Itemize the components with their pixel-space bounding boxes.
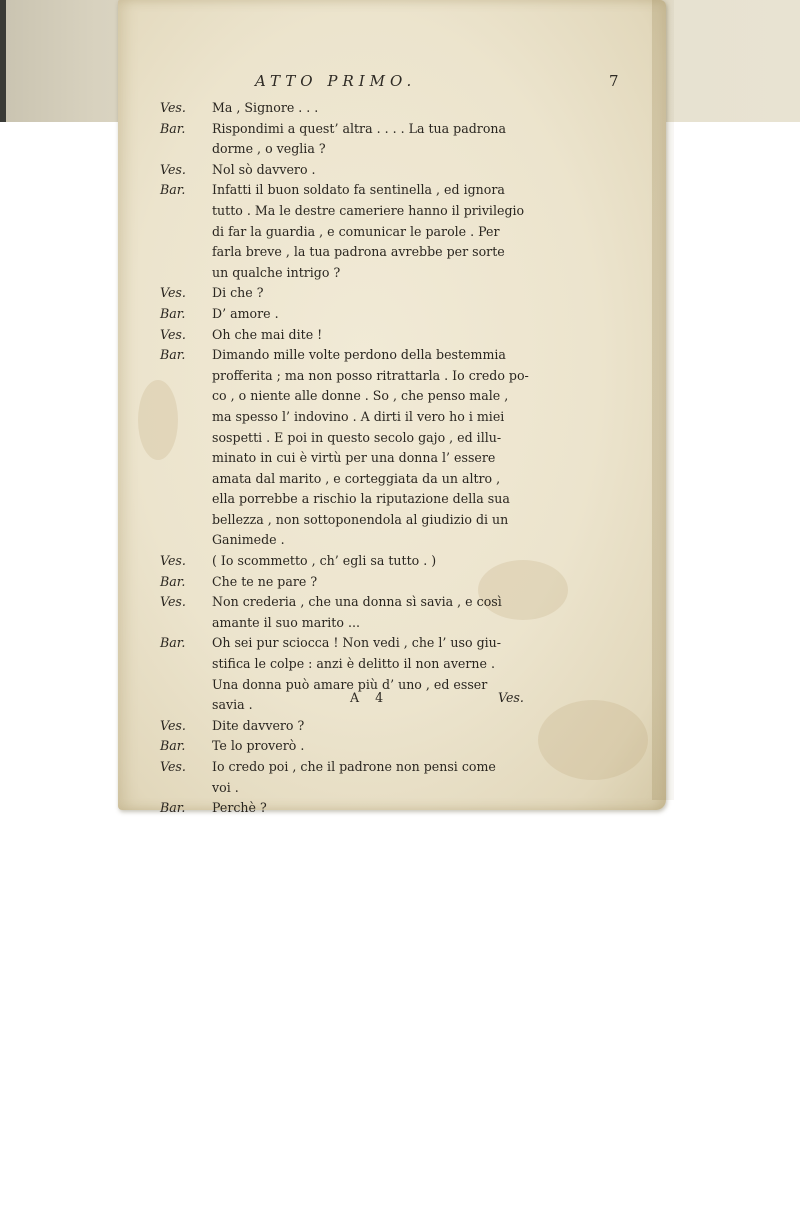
speaker-label: Bar. (160, 305, 186, 321)
line-text: savia . (212, 697, 253, 713)
line-text: Te lo proverò . (212, 738, 305, 754)
text-line (160, 572, 650, 593)
line-text: Dimando mille volte perdono della bestemmia (212, 347, 506, 363)
speaker-label: Ves. (160, 326, 186, 342)
text-line (160, 386, 650, 407)
page-number: 7 (609, 72, 619, 90)
text-line (160, 613, 650, 634)
speaker-label: Ves. (160, 717, 186, 733)
text-line (160, 778, 650, 799)
speaker-label: Bar. (160, 573, 186, 589)
line-text: minato in cui è virtù per una donna l’ essere (212, 450, 496, 466)
text-line (160, 448, 650, 469)
line-text: ma spesso l’ indovino . A dirti il vero ho i miei (212, 408, 505, 424)
running-title: ATTO PRIMO. (255, 72, 417, 90)
text-line (160, 160, 650, 181)
text-line (160, 201, 650, 222)
signature-mark: A 4 (350, 690, 390, 705)
text-line (160, 757, 650, 778)
line-text: Una donna può amare più d’ uno , ed esser (212, 676, 488, 692)
text-line (160, 263, 650, 284)
text-line (160, 242, 650, 263)
scanner-edge (0, 0, 6, 122)
speaker-label: Ves. (160, 553, 186, 569)
line-text: bellezza , non sottoponendola al giudizio di un (212, 511, 509, 527)
text-line (160, 222, 650, 243)
line-text: Oh sei pur sciocca ! Non vedi , che l’ uso giu- (212, 635, 502, 651)
line-text: Dite davvero ? (212, 717, 305, 733)
line-text: dorme , o veglia ? (212, 141, 326, 157)
line-text: Nol sò davvero . (212, 161, 316, 177)
text-line (160, 283, 650, 304)
text-line (160, 633, 650, 654)
line-text: Infatti il buon soldato fa sentinella , ed ignora (212, 182, 505, 198)
speaker-label: Bar. (160, 635, 186, 651)
text-line (160, 139, 650, 160)
text-line (160, 489, 650, 510)
catchword: Ves. (498, 690, 524, 705)
text-line (160, 592, 650, 613)
text-line (160, 345, 650, 366)
line-text: amante il suo marito ... (212, 614, 360, 630)
line-text: Oh che mai dite ! (212, 326, 323, 342)
line-text: Che te ne pare ? (212, 573, 318, 589)
page-footer (160, 690, 650, 712)
speaker-label: Bar. (160, 800, 186, 816)
line-text: co , o niente alle donne . So , che penso male , (212, 388, 509, 404)
line-text: D’ amore . (212, 305, 279, 321)
text-line (160, 551, 650, 572)
text-line (160, 469, 650, 490)
text-line (160, 716, 650, 737)
text-line (160, 428, 650, 449)
speaker-label: Bar. (160, 738, 186, 754)
line-text: Non crederia , che una donna sì savia , e così (212, 594, 502, 610)
line-text: sospetti . E poi in questo secolo gajo , ed illu- (212, 429, 502, 445)
line-text: di far la guardia , e comunicar le parole . Per (212, 223, 500, 239)
line-text: farla breve , la tua padrona avrebbe per sorte (212, 244, 505, 260)
line-text: profferita ; ma non posso ritrattarla . Io credo po- (212, 367, 529, 383)
running-header (255, 72, 645, 96)
speaker-label: Bar. (160, 120, 186, 136)
text-line (160, 98, 650, 119)
line-text: stifica le colpe : anzi è delitto il non averne . (212, 656, 495, 672)
text-line (160, 530, 650, 551)
line-text: Io credo poi , che il padrone non pensi come (212, 759, 496, 774)
line-text: voi . (212, 779, 239, 795)
text-line (160, 736, 650, 757)
line-text: ( Io scommetto , ch’ egli sa tutto . ) (212, 553, 437, 569)
line-text: un qualche intrigo ? (212, 264, 341, 280)
line-text: Perchè ? (212, 800, 267, 816)
speaker-label: Bar. (160, 347, 186, 363)
speaker-label: Ves. (160, 285, 186, 301)
text-line (160, 119, 650, 140)
line-text: amata dal marito , e corteggiata da un altro , (212, 470, 501, 486)
speaker-label: Ves. (160, 100, 186, 115)
line-text: Ganimede . (212, 532, 285, 548)
text-line (160, 510, 650, 531)
speaker-label: Ves. (160, 594, 186, 610)
line-text: Di che ? (212, 285, 264, 301)
text-line (160, 798, 650, 819)
speaker-label: Ves. (160, 161, 186, 177)
text-line (160, 304, 650, 325)
text-line (160, 366, 650, 387)
line-text: ella porrebbe a rischio la riputazione della sua (212, 491, 510, 507)
text-line (160, 325, 650, 346)
line-text: tutto . Ma le destre cameriere hanno il privilegio (212, 202, 525, 218)
text-line (160, 654, 650, 675)
page-edge-shadow (652, 0, 674, 800)
speaker-label: Bar. (160, 182, 186, 198)
text-line (160, 407, 650, 428)
speaker-label: Ves. (160, 759, 186, 774)
line-text: Ma , Signore . . . (212, 100, 319, 115)
line-text: Rispondimi a quest’ altra . . . . La tua padrona (212, 120, 507, 136)
text-line (160, 180, 650, 201)
